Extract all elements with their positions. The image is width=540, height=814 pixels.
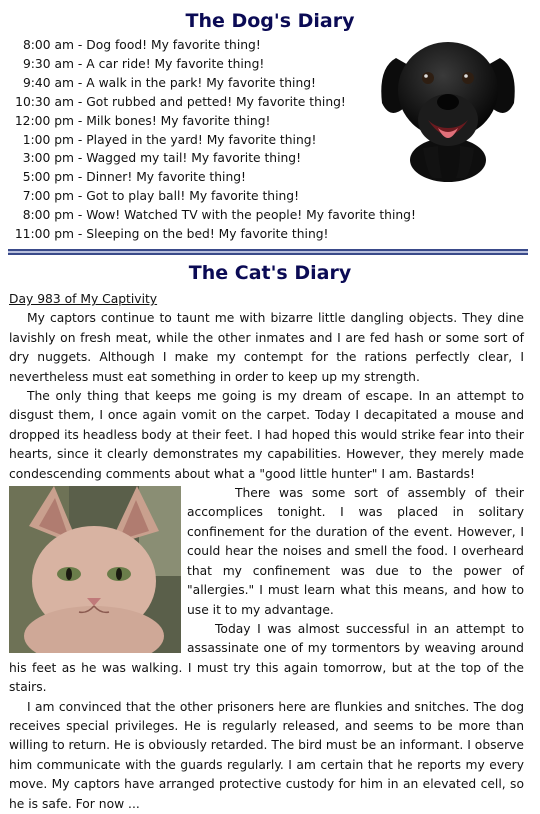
entry-text: Wagged my tail! My favorite thing!	[86, 151, 302, 166]
entry-time: 8:00 pm	[22, 208, 74, 223]
entry-text: Dog food! My favorite thing!	[86, 38, 261, 52]
entry-text: A car ride! My favorite thing!	[86, 56, 265, 71]
entry-time: 3:00 pm	[22, 151, 74, 166]
entry-text: Dinner! My favorite thing!	[86, 170, 246, 185]
entry-text: Sleeping on the bed! My favorite thing!	[86, 227, 329, 242]
diary-entry: 11:00 pm - Sleeping on the bed! My favorite thing!	[9, 225, 439, 244]
entry-text: Got to play ball! My favorite thing!	[86, 189, 300, 204]
entry-time: 8:00 am	[22, 38, 74, 52]
entry-text: Got rubbed and petted! My favorite thing!	[86, 94, 346, 109]
entry-text: A walk in the park! My favorite thing!	[86, 75, 316, 90]
diary-paragraph: I am convinced that the other prisoners here are flunkies and snitches. The dog receives special privileges. He is regularly released, and seems to be more than willing to return. He is obviously retarded. The bird must be an informant. I observe him communicate with the guards regularly. I am certain that he reports my every move. My captors have arranged protective custody for him in an elevated cell, so he is safe. For now ...	[9, 699, 524, 811]
diary-entry: 10:30 am - Got rubbed and petted! My favorite thing!	[9, 93, 439, 112]
day-heading: Day 983 of My Captivity	[9, 292, 158, 306]
entry-time: 9:30 am	[22, 56, 74, 71]
cat-diary-title: The Cat's Diary	[188, 262, 352, 284]
entry-time: 12:00 pm	[14, 113, 74, 128]
diary-paragraph: Today I was almost successful in an attempt to assassinate one of my tormentors by weaving around his feet as he was walking. I must try this again tomorrow, but at the top of the stairs.	[9, 621, 524, 695]
entry-text: Wow! Watched TV with the people! My favorite thing!	[86, 208, 416, 223]
entry-time: 5:00 pm	[22, 170, 74, 185]
diary-entry: 8:00 am - Dog food! My favorite thing!	[9, 36, 439, 55]
dog-photo	[368, 28, 528, 184]
entry-time: 7:00 pm	[22, 189, 74, 204]
diary-paragraph: The only thing that keeps me going is my dream of escape. In an attempt to disgust them, I once again vomit on the carpet. Today I decapitated a mouse and dropped its headless body at their feet. I had hoped this would strike fear into their hearts, since it clearly demonstrates my capabilities. However, they merely made condescending comments about what a "good little hunter" I am. Bastards!	[9, 389, 524, 481]
entry-time: 1:00 pm	[22, 132, 74, 147]
section-divider	[8, 249, 528, 255]
entry-text: Played in the yard! My favorite thing!	[86, 132, 317, 147]
dog-diary-title: The Dog's Diary	[185, 10, 355, 32]
entry-time: 11:00 pm	[14, 227, 74, 242]
diary-entry: 9:40 am - A walk in the park! My favorite thing!	[9, 74, 439, 93]
diary-paragraph: There was some sort of assembly of their accomplices tonight. I was placed in solitary confinement for the duration of the event. However, I could hear the noises and smell the food. I overheard that my confinement was due to the power of "allergies." I must learn what this means, and how to use it to my advantage.	[187, 486, 524, 617]
diary-entry: 5:00 pm - Dinner! My favorite thing!	[9, 168, 439, 187]
diary-entry: 9:30 am - A car ride! My favorite thing!	[9, 55, 439, 74]
cat-diary-body	[9, 290, 524, 814]
diary-entry: 8:00 pm - Wow! Watched TV with the people! My favorite thing!	[9, 206, 439, 225]
diary-entry: 3:00 pm - Wagged my tail! My favorite thing!	[9, 149, 439, 168]
diary-entry: 12:00 pm - Milk bones! My favorite thing!	[9, 112, 439, 131]
diary-entry: 7:00 pm - Got to play ball! My favorite thing!	[9, 187, 439, 206]
entry-time: 10:30 am	[15, 94, 74, 109]
diary-entry: 1:00 pm - Played in the yard! My favorite thing!	[9, 131, 439, 150]
entry-text: Milk bones! My favorite thing!	[86, 113, 271, 128]
entry-time: 9:40 am	[22, 75, 74, 90]
diary-paragraph: My captors continue to taunt me with bizarre little dangling objects. They dine lavishly on fresh meat, while the other inmates and I are fed hash or some sort of dry nuggets. Although I make my contempt for the rations perfectly clear, I nevertheless must eat something in order to keep up my strength.	[9, 311, 524, 384]
cat-photo	[9, 486, 181, 653]
